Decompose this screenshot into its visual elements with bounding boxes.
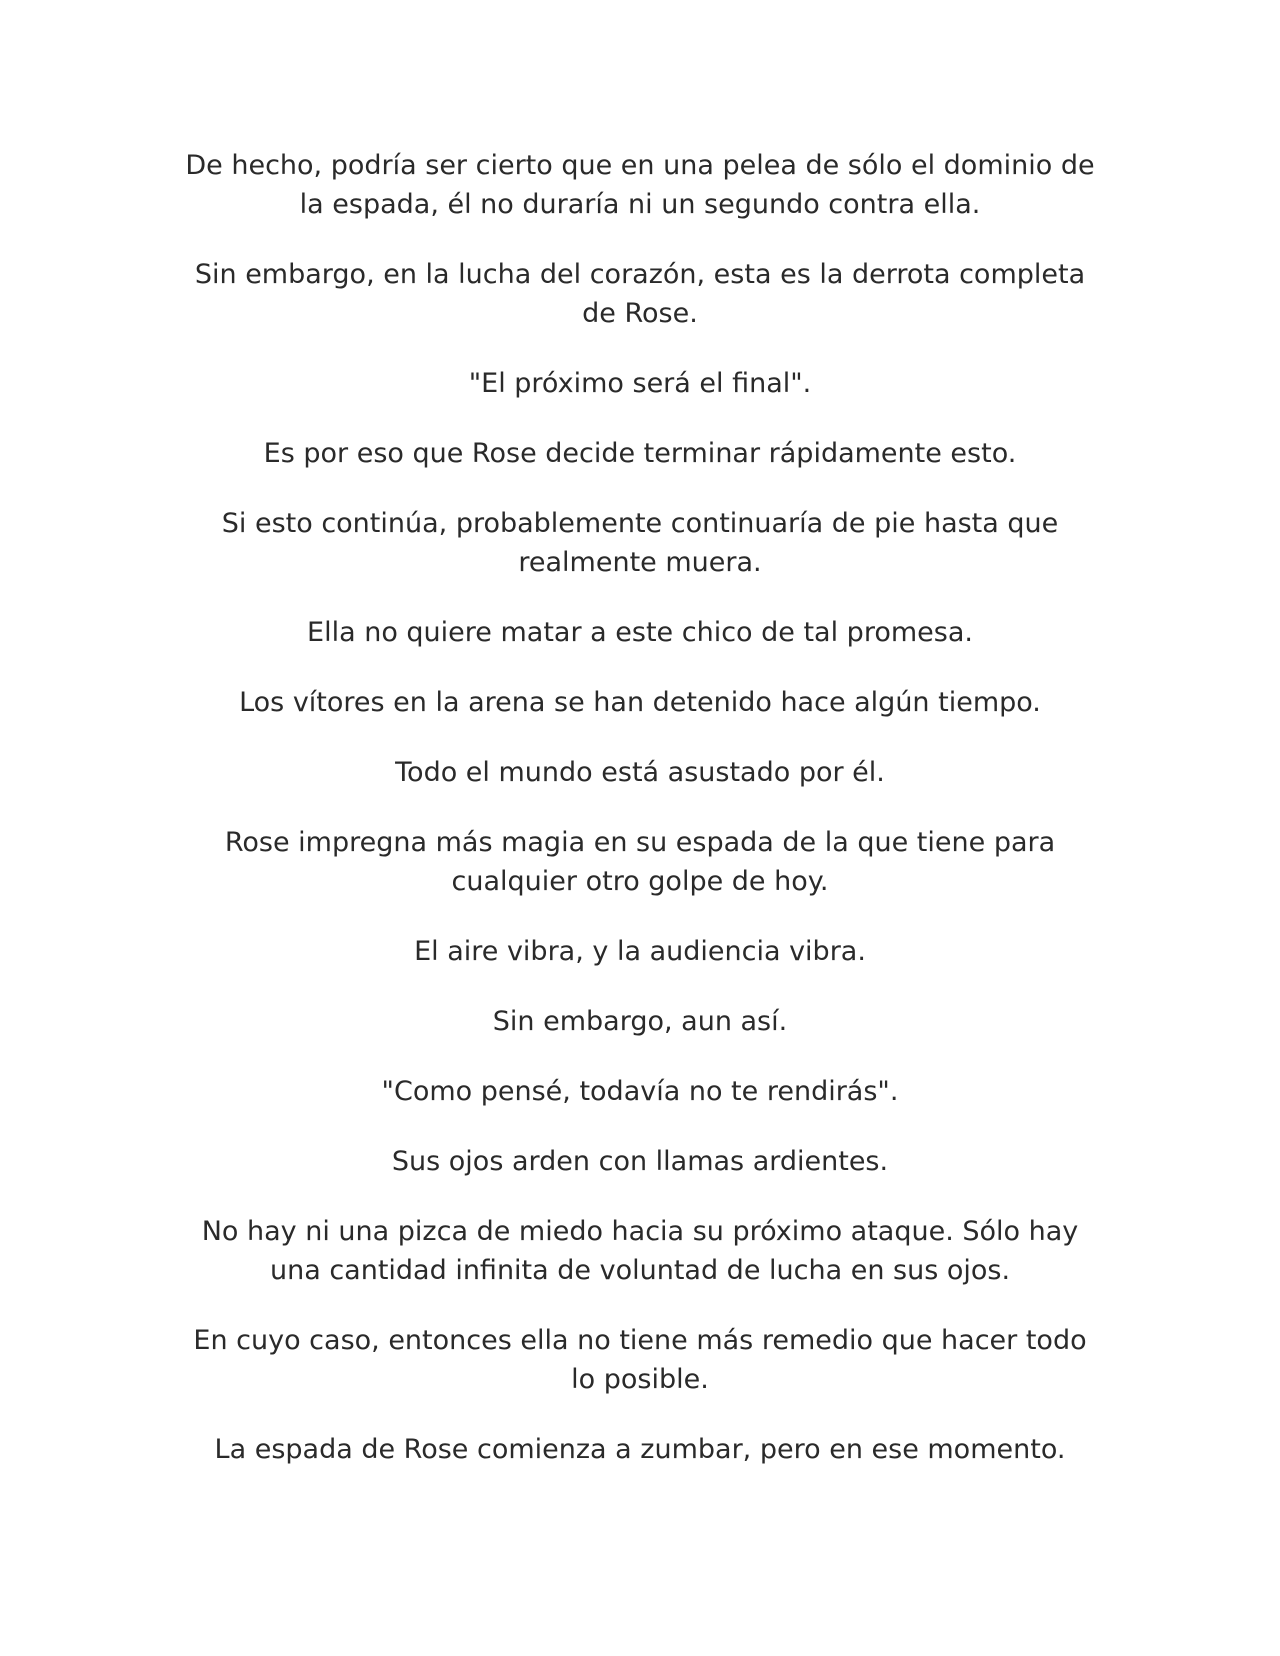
paragraph: El aire vibra, y la audiencia vibra. [414,936,866,967]
paragraph: Todo el mundo está asustado por él. [395,757,885,788]
paragraph: La espada de Rose comienza a zumbar, pero en ese momento. [214,1434,1066,1465]
paragraph: Sin embargo, en la lucha del corazón, esta es la derrota completa de Rose. [194,259,1086,329]
paragraph: Rose impregna más magia en su espada de la que tiene para cualquier otro golpe de hoy. [224,827,1056,897]
paragraph: Sin embargo, aun así. [492,1006,788,1037]
paragraph: Es por eso que Rose decide terminar rápidamente esto. [263,438,1017,469]
document-body [180,146,1100,1500]
paragraph: De hecho, podría ser cierto que en una pelea de sólo el dominio de la espada, él no duraría ni un segundo contra ella. [185,150,1095,220]
paragraph: Sus ojos arden con llamas ardientes. [391,1146,889,1177]
paragraph: Los vítores en la arena se han detenido hace algún tiempo. [239,687,1041,718]
paragraph: "El próximo será el final". [468,368,812,399]
paragraph: No hay ni una pizca de miedo hacia su próximo ataque. Sólo hay una cantidad infinita de voluntad de lucha en sus ojos. [201,1216,1079,1286]
paragraph: "Como pensé, todavía no te rendirás". [381,1076,899,1107]
paragraph: Si esto continúa, probablemente continuaría de pie hasta que realmente muera. [221,508,1059,578]
paragraph: Ella no quiere matar a este chico de tal promesa. [307,617,973,648]
paragraph: En cuyo caso, entonces ella no tiene más remedio que hacer todo lo posible. [193,1325,1087,1395]
